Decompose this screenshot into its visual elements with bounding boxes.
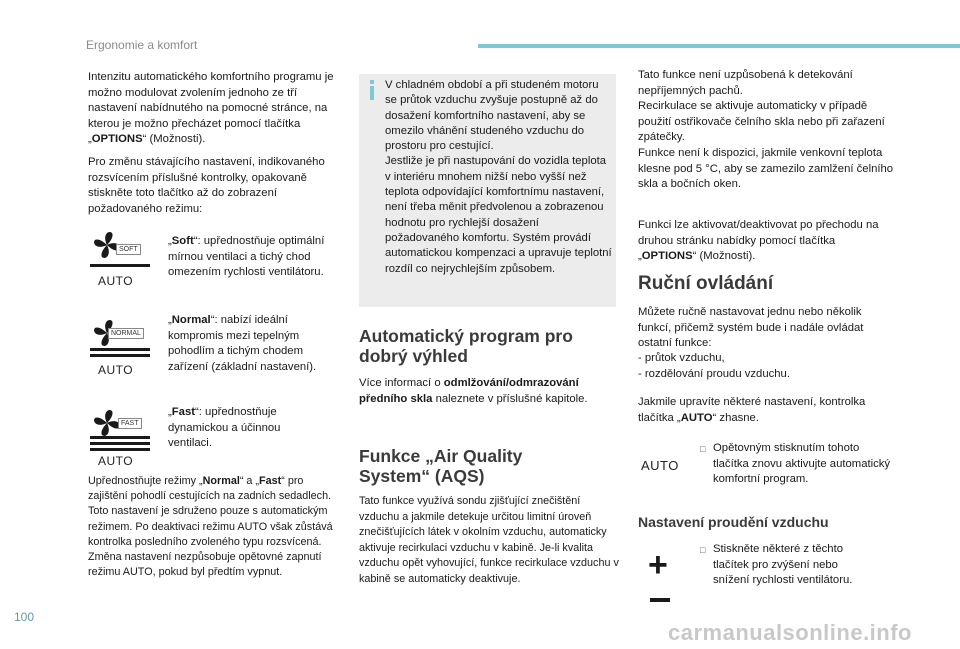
section-color-bar (478, 44, 960, 48)
watermark: carmanualsonline.info (668, 620, 912, 645)
level-bars (90, 264, 150, 270)
options-keyword: OPTIONS (641, 250, 693, 263)
intro-text: Intenzitu automatického komfortního programu je možno modulovat zvolením jednoho ze tří nastavení nabídnutého na pomocné stránce, na kterou je možno přecházet pomocí tlačítka „ (88, 71, 334, 146)
fan-decrease-button[interactable] (650, 598, 670, 602)
intro-end: “ (Možnosti). (142, 133, 206, 146)
options-keyword: OPTIONS (91, 133, 143, 146)
level-bars (90, 436, 150, 454)
aqs-notes (638, 68, 894, 193)
auto-off-paragraph: Jakmile upravíte některé nastavení, kontrolka tlačítka „AUTO“ zhasne. (638, 396, 866, 424)
fast-mode-icon (90, 406, 160, 468)
page-number: 100 (14, 610, 35, 624)
auto-keyword: AUTO (680, 411, 713, 424)
auto-reactivate-text: Opětovným stisknutím tohoto tlačítka znovu aktivujte automatický komfortní program. (713, 442, 891, 486)
soft-mode-icon (90, 228, 160, 290)
manual-heading: Ruční ovládání (638, 273, 774, 294)
auto-label: AUTO (98, 363, 134, 377)
auto-note: Změna nastavení nezpůsobuje opětovné zapnutí režimu AUTO, pokud byl předtím vypnut. (88, 551, 322, 579)
aqs-note-3: Funkce není k dispozici, jakmile venkovní teplota klesne pod 5 °C, aby se zamezilo zamlžení čelního skla a bočních oken. (638, 146, 894, 191)
mode-tag: FAST (118, 418, 142, 429)
aqs-options-paragraph: Funkci lze aktivovat/deaktivovat po přechodu na druhou stránku nabídky pomocí tlačítka „OPTIONS“ (Možnosti). (638, 219, 879, 263)
auto-label: AUTO (98, 274, 134, 288)
visibility-paragraph: Více informací o odmlžování/odmrazování předního skla naleznete v příslušné kapitole. (359, 377, 588, 405)
info-icon (368, 80, 376, 100)
auto-button[interactable]: AUTO (641, 458, 679, 473)
visibility-heading: Automatický program pro dobrý výhled (359, 326, 573, 366)
bullet-icon: □ (700, 444, 706, 454)
auto-label: AUTO (98, 454, 134, 468)
aqs-note-2: Recirkulace se aktivuje automaticky v případě použití ostřikovače čelního skla nebo při zařazení zpátečky. (638, 100, 885, 144)
manual-list (638, 351, 894, 382)
fan-increase-button[interactable]: + (648, 546, 668, 584)
defrost-keyword: odmlžování/odmrazování předního skla (359, 377, 579, 405)
info-line-2: Jestliže je při nastupování do vozidla teplota v interiéru mnohem nižší nebo vyšší než teplota odpovídající komfortnímu nastavení, není třeba měnit předvolenou a zobrazenou hodnotu pro rychlejší dosažení požadovaného komfortu. Systém provádí automatickou kompenzaci a upravuje teplotní rozdíl co nejrychlejším způsobem. (385, 155, 612, 275)
mode-name: Soft (171, 235, 194, 247)
level-bars (90, 348, 150, 360)
fast-mode-description: „Fast“: upřednostňuje dynamickou a účinnou ventilaci. (168, 406, 281, 450)
mode-tag: NORMAL (108, 328, 144, 339)
aqs-heading: Funkce „Air Quality System“ (AQS) (359, 446, 523, 486)
intro-paragraph (88, 70, 346, 148)
fast-keyword: Fast (259, 475, 282, 487)
preferred-modes-paragraph: Upřednostňujte režimy „Normal“ a „Fast“ pro zajištění pohodlí cestujících na zadních sedadlech. Toto nastavení je sdruženo pouze s automatickým režimem. Po deaktivaci režimu AUTO však zůstává kontrolka posledního zvoleného typu rozsvícená. Změna nastavení nezpůsobuje opětovné zapnutí režimu AUTO, pokud byl předtím vypnut. (88, 475, 333, 579)
airflow-heading: Nastavení proudění vzduchu (638, 514, 829, 530)
list-item: - průtok vzduchu, (638, 352, 725, 364)
section-title: Ergonomie a komfort (86, 38, 198, 52)
mode-name: Normal (171, 314, 211, 326)
mode-tag: SOFT (116, 244, 141, 255)
info-line-1: V chladném období a při studeném motoru se průtok vzduchu zvyšuje postupně až do dosažení komfortního nastavení, aby se omezilo vhánění studeného vzduchu do prostoru pro cestující. (385, 79, 599, 153)
normal-mode-description: „Normal“: nabízí ideální kompromis mezi tepelným pohodlím a tichým chodem zařízení (základní nastavení). (168, 314, 317, 373)
aqs-paragraph: Tato funkce využívá sondu zjišťující znečištění vzduchu a jakmile detekuje určitou limitní úroveň znečišťujících látek v okolním vzduchu, automaticky aktivuje recirkulaci vzduchu v kabině. Je-li kvalita vzduchu opět vyhovující, funkce recirkulace vzduchu v kabině se automaticky deaktivuje. (359, 495, 619, 585)
bullet-icon: □ (700, 545, 706, 555)
change-setting-paragraph: Pro změnu stávajícího nastavení, indikovaného rozsvícením příslušné kontrolky, opakovaně stiskněte toto tlačítko až do zobrazení požadovaného režimu: (88, 156, 325, 215)
normal-mode-icon (90, 316, 160, 378)
manual-paragraph: Můžete ručně nastavovat jednu nebo několik funkcí, přičemž systém bude i nadále ovládat ostatní funkce: (638, 306, 864, 350)
mode-name: Fast (171, 406, 195, 418)
info-text (385, 78, 613, 277)
normal-keyword: Normal (202, 475, 240, 487)
list-item: - rozdělování proudu vzduchu. (638, 367, 790, 380)
airflow-text: Stiskněte některé z těchto tlačítek pro zvýšení nebo snížení rychlosti ventilátoru. (713, 543, 853, 587)
aqs-note-1: Tato funkce není uzpůsobená k detekování nepříjemných pachů. (638, 69, 853, 97)
soft-mode-description: „Soft“: upřednostňuje optimální mírnou ventilaci a tichý chod omezením rychlosti ventilátoru. (168, 235, 325, 279)
